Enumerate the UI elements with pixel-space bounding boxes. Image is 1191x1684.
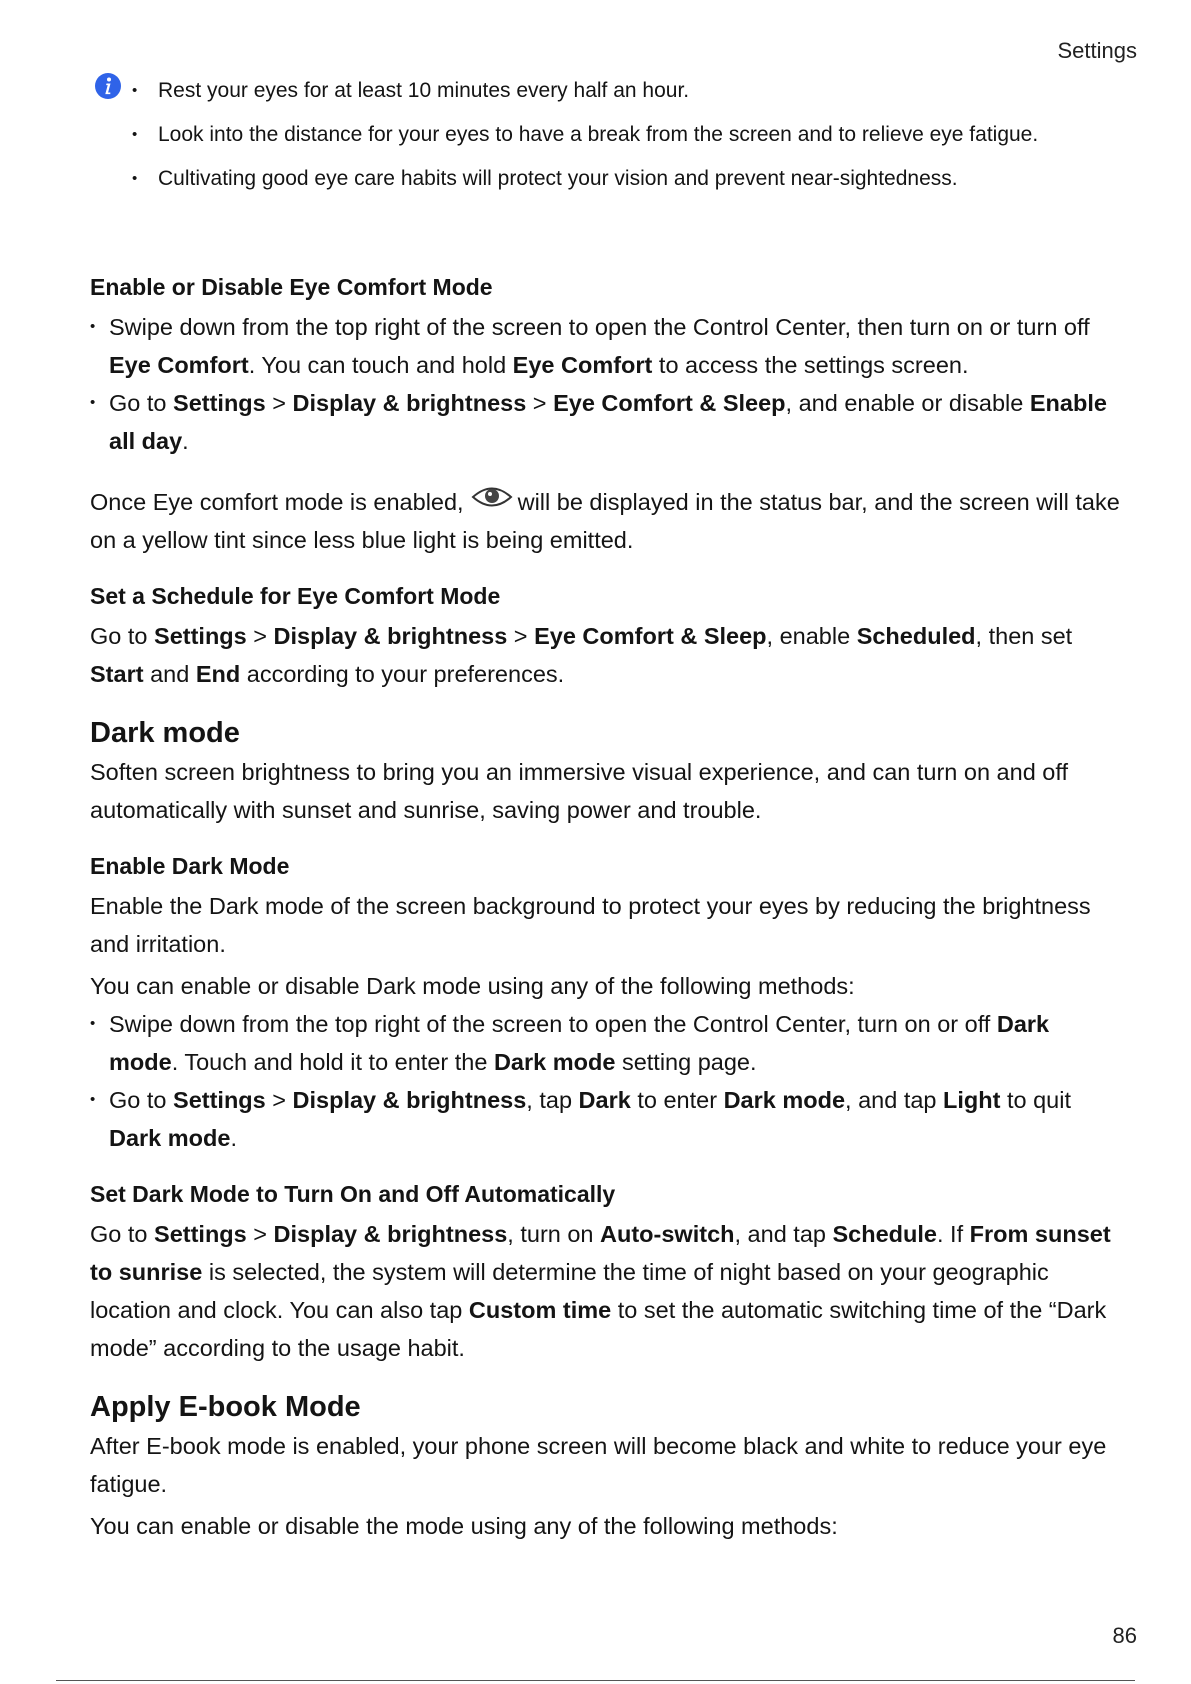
dark-mode-description: Enable the Dark mode of the screen background to protect your eyes by reducing the brightness and irritation. <box>90 893 1091 957</box>
eye-comfort-schedule-paragraph: Go to Settings > Display & brightness > Eye Comfort & Sleep, enable Scheduled, then set Start and End according to your preferences. <box>90 623 1073 687</box>
list-item: • Go to Settings > Display & brightness > Eye Comfort & Sleep, and enable or disable Enable all day. <box>109 384 1120 460</box>
dark-mode-intro: Soften screen brightness to bring you an immersive visual experience, and can turn on and off automatically with sunset and sunrise, saving power and trouble. <box>90 759 1068 823</box>
page-number: 86 <box>1112 1623 1137 1648</box>
tips-list <box>94 72 1104 198</box>
ebook-methods-intro: You can enable or disable the mode using any of the following methods: <box>90 1513 838 1539</box>
dark-mode-methods-list <box>90 1005 1120 1157</box>
section-heading-ebook-mode: Apply E-book Mode <box>90 1391 361 1423</box>
list-item: • Swipe down from the top right of the screen to open the Control Center, then turn on or turn off Eye Comfort. You can touch and hold Eye Comfort to access the settings screen. <box>109 308 1120 384</box>
footer-rule <box>56 1680 1135 1681</box>
eye-comfort-methods-list <box>90 308 1120 460</box>
list-item: • Go to Settings > Display & brightness, tap Dark to enter Dark mode, and tap Light to quit Dark mode. <box>109 1081 1120 1157</box>
list-item: • Swipe down from the top right of the screen to open the Control Center, turn on or off Dark mode. Touch and hold it to enter the Dark mode setting page. <box>109 1005 1120 1081</box>
tip-item: • Look into the distance for your eyes to have a break from the screen and to relieve eye fatigue. <box>158 116 1104 154</box>
section-heading-enable-dark-mode: Enable Dark Mode <box>90 853 290 879</box>
section-heading-dark-mode-auto: Set Dark Mode to Turn On and Off Automatically <box>90 1181 616 1207</box>
page-content <box>90 270 1120 1545</box>
section-heading-eye-comfort-toggle: Enable or Disable Eye Comfort Mode <box>90 274 493 300</box>
running-header: Settings <box>1057 38 1137 63</box>
eye-care-tips-note <box>94 72 1104 204</box>
section-heading-eye-comfort-schedule: Set a Schedule for Eye Comfort Mode <box>90 583 501 609</box>
section-heading-dark-mode: Dark mode <box>90 717 240 749</box>
tip-item: • Cultivating good eye care habits will protect your vision and prevent near-sightedness. <box>158 160 1104 198</box>
dark-mode-methods-intro: You can enable or disable Dark mode using any of the following methods: <box>90 973 855 999</box>
status-bar-paragraph: Once Eye comfort mode is enabled, will be displayed in the status bar, and the screen will take on a yellow tint since less blue light is being emitted. <box>90 482 1120 559</box>
eye-comfort-icon <box>470 482 514 512</box>
tip-item: • Rest your eyes for at least 10 minutes every half an hour. <box>158 72 1104 110</box>
ebook-intro: After E-book mode is enabled, your phone screen will become black and white to reduce your eye fatigue. <box>90 1433 1107 1497</box>
info-icon <box>94 72 122 100</box>
dark-mode-auto-paragraph: Go to Settings > Display & brightness, turn on Auto-switch, and tap Schedule. If From sunset to sunrise is selected, the system will determine the time of night based on your geographic location and clock. You can also tap Custom time to set the automatic switching time of the “Dark mode” according to the usage habit. <box>90 1221 1111 1361</box>
